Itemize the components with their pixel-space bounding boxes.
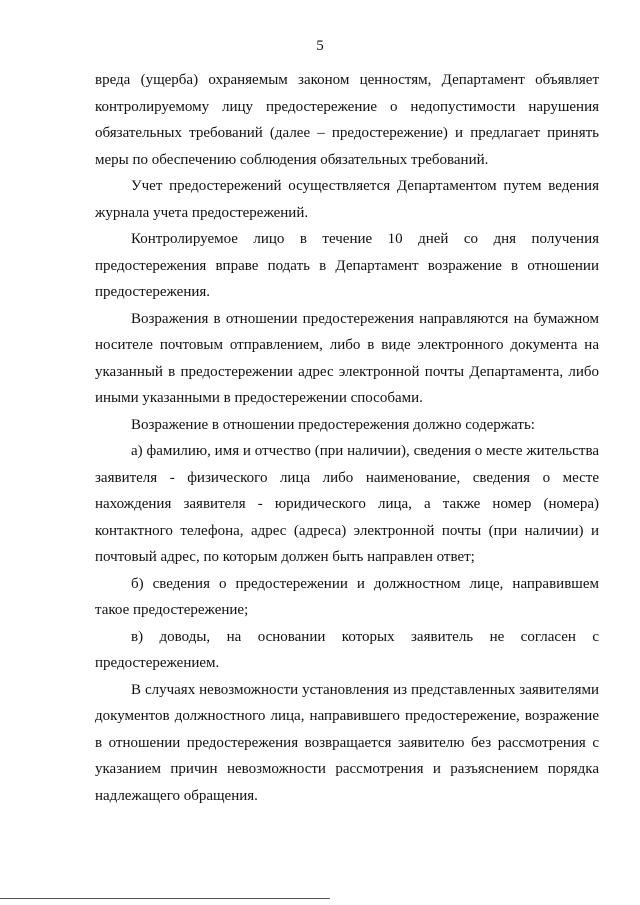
paragraph-item-b: б) сведения о предостережении и должностном лице, направившем такое предостережение; (95, 575, 599, 618)
paragraph-return-cases: В случаях невозможности установления из представленных заявителями документов должностного лица, направившего предостережение, возражение в отношении предостережения возвращается заявителю без рассмотрения с указанием причин невозможности рассмотрения и разъяснением порядка надлежащего обращения. (95, 681, 599, 804)
paragraph-item-c: в) доводы, на основании которых заявитель не согласен с предостережением. (95, 628, 599, 671)
paragraph-objection-delivery: Возражения в отношении предостережения направляются на бумажном носителе почтовым отправлением, либо в виде электронного документа на указанный в предостережении адрес электронной почты Департамента, либо иными указанными в предостережении способами. (95, 310, 599, 406)
bottom-rule (0, 898, 330, 899)
document-body (95, 67, 599, 809)
paragraph-objection-contents: Возражение в отношении предостережения должно содержать: (131, 416, 535, 433)
paragraph-continuation: вреда (ущерба) охраняемым законом ценностям, Департамент объявляет контролируемому лицу предостережение о недопустимости нарушения обязательных требований (далее – предостережение) и предлагает принять меры по обеспечению соблюдения обязательных требований. (95, 72, 599, 168)
paragraph-item-a: а) фамилию, имя и отчество (при наличии), сведения о месте жительства заявителя - физического лица либо наименование, сведения о месте нахождения заявителя - юридического лица, а также номер (номера) контактного телефона, адрес (адреса) электронной почты (при наличии) и почтовый адрес, по которым должен быть направлен ответ; (95, 443, 599, 565)
paragraph-objection-deadline: Контролируемое лицо в течение 10 дней со дня получения предостережения вправе подать в Департамент возражение в отношении предостережения. (95, 231, 599, 300)
paragraph-journal: Учет предостережений осуществляется Департаментом путем ведения журнала учета предостережений. (95, 178, 599, 221)
page-number: 5 (316, 38, 324, 54)
